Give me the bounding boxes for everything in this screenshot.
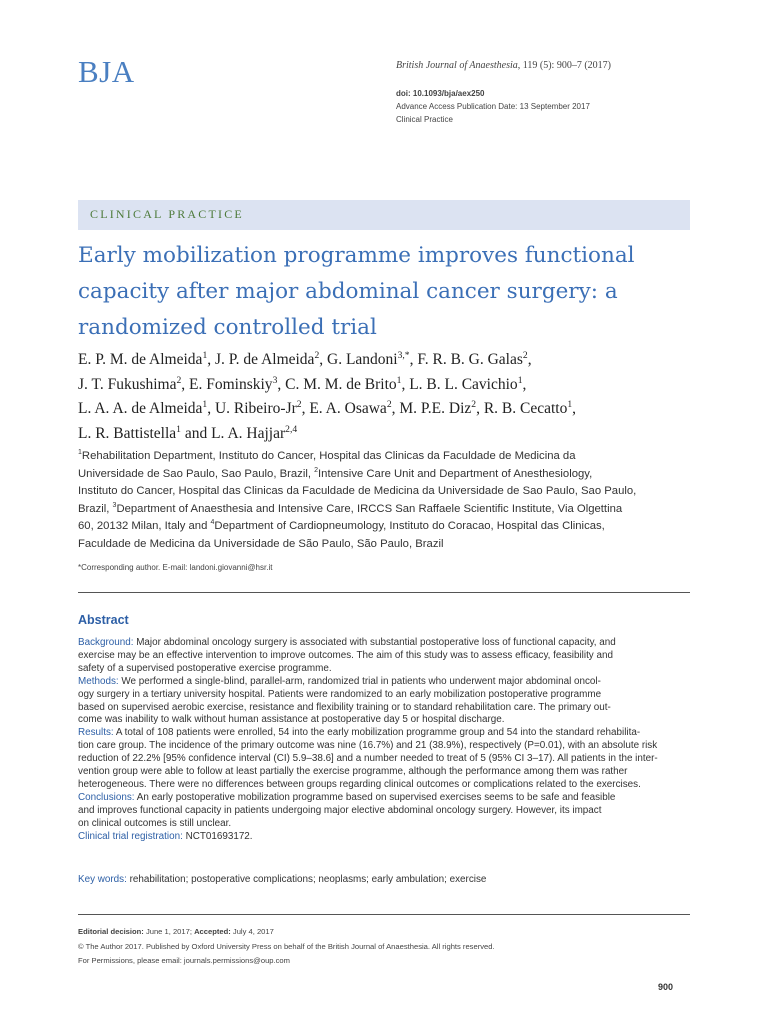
author-affil-mark: 2,4 <box>285 423 298 435</box>
footer-rule <box>78 914 690 915</box>
author[interactable]: J. P. de Almeida <box>214 351 315 368</box>
abstract-top-rule <box>78 592 690 593</box>
author-affil-mark: 1 <box>517 374 523 386</box>
author[interactable]: U. Ribeiro-Jr <box>214 400 297 417</box>
title-line: capacity after major abdominal cancer surgery: a <box>78 279 618 304</box>
abstract-line: safety of a supervised postoperative exercise programme. <box>78 662 332 674</box>
affil-mark: 4 <box>210 519 215 527</box>
editorial-dates <box>78 925 495 940</box>
affil-mark: 2 <box>314 466 319 474</box>
author-affil-mark: 3,* <box>397 349 410 361</box>
author[interactable]: C. M. M. de Brito <box>285 375 397 393</box>
author-line: L. R. Battistella$^1$ and L. A. Hajjar$^{2,4}$ <box>78 423 298 442</box>
abstract-line: on clinical outcomes is still unclear. <box>78 817 232 829</box>
keywords-text: rehabilitation; postoperative complications; neoplasms; early ambulation; exercise <box>126 874 487 885</box>
journal-name: British Journal of Anaesthesia <box>396 60 518 71</box>
author[interactable]: L. A. A. de Almeida <box>78 400 203 417</box>
affil-line: Faculdade de Medicina da Universidade de São Paulo, São Paulo, Brazil <box>78 537 444 550</box>
affil-text: Universidade de Sao Paulo, Sao Paulo, Brazil, <box>78 467 315 480</box>
author[interactable]: F. R. B. G. Galas <box>417 351 523 368</box>
author-affil-mark: 2 <box>522 349 528 361</box>
abstract-line: tion care group. The incidence of the primary outcome was nine (16.7%) and 21 (38.9%), respectively (P=0.01), with an absolute risk <box>78 740 658 752</box>
author-affil-mark: 2 <box>176 374 182 386</box>
author[interactable]: L. A. Hajjar <box>211 424 286 442</box>
affil-text: Department of Cardiopneumology, Instituto do Coracao, Hospital das Clinicas, <box>214 520 605 533</box>
abstract-line: come was inability to walk without human assistance at postoperative day 5 or hospital discharge. <box>78 714 505 726</box>
section-band-label: CLINICAL PRACTICE <box>90 207 244 221</box>
accepted-date: July 4, 2017 <box>230 927 274 936</box>
abstract-heading: Abstract <box>78 613 129 627</box>
journal-meta <box>396 60 611 124</box>
copyright-notice: © The Author 2017. Published by Oxford University Press on behalf of the British Journal of Anaesthesia. All rights reserved. <box>78 941 495 951</box>
affil-text: Department of Anaesthesia and Intensive Care, IRCCS San Raffaele Scientific Institute, Via Olgettina <box>116 502 623 515</box>
author[interactable]: E. Fominskiy <box>189 375 273 393</box>
author[interactable]: E. P. M. de Almeida <box>78 351 203 368</box>
affil-line <box>78 466 698 484</box>
corresponding-author: *Corresponding author. E-mail: landoni.giovanni@hsr.it <box>78 563 273 572</box>
abstract-line <box>78 831 698 844</box>
permissions-notice: For Permissions, please email: journals.permissions@oup.com <box>78 956 290 965</box>
abstract-body <box>78 637 698 844</box>
keywords-label: Key words: <box>78 874 127 885</box>
author-line: E. P. M. de Almeida$^1$, J. P. de Almeida$^2$, G. Landoni$^{3,*}$, F. R. B. G. Galas$^2$, <box>78 349 532 368</box>
journal-citation <box>396 60 611 71</box>
affil-line <box>78 448 698 466</box>
author-line: L. A. A. de Almeida$^1$, U. Ribeiro-Jr$^2$, E. A. Osawa$^2$, M. P.E. Diz$^2$, R. B. Cecatto$^1$, <box>78 398 577 417</box>
access-date: Advance Access Publication Date: 13 September 2017 <box>396 102 590 111</box>
author[interactable]: R. B. Cecatto <box>483 400 568 417</box>
methods-label: Methods: <box>78 675 119 687</box>
title-line: Early mobilization programme improves functional <box>78 243 635 268</box>
author-affil-mark: 3 <box>272 374 278 386</box>
abstract-text: A total of 108 patients were enrolled, 54 into the early mobilization programme group and 54 into the standard rehabilita- <box>113 727 641 739</box>
author-line: J. T. Fukushima$^2$, E. Fominskiy$^3$, C. M. M. de Brito$^1$, L. B. L. Cavichio$^1$, <box>78 374 527 393</box>
abstract-line: vention group were able to follow at least partially the exercise programme, although the performance among them was rather <box>78 766 628 778</box>
abstract-line: based on supervised aerobic exercise, resistance and flexibility training or to standard rehabilitation care. The primary out- <box>78 701 611 713</box>
affil-line: Instituto do Cancer, Hospital das Clinicas da Faculdade de Medicina da Universidade de Sao Paulo, Sao Paulo, <box>78 485 637 498</box>
author-affil-mark: 2 <box>471 398 477 410</box>
author-affil-mark: 2 <box>314 349 320 361</box>
conclusions-label: Conclusions: <box>78 791 135 803</box>
affiliations <box>78 448 698 554</box>
author[interactable]: M. P.E. Diz <box>399 400 472 417</box>
article-section: Clinical Practice <box>396 115 453 124</box>
affil-line <box>78 501 698 519</box>
author[interactable]: E. A. Osawa <box>309 400 387 417</box>
journal-volume: , 119 (5): 900–7 (2017) <box>517 60 611 71</box>
article-title <box>78 238 698 346</box>
abstract-line <box>78 676 698 689</box>
abstract-line: exercise may be an effective intervention to improve outcomes. The aim of this study was to assess efficacy, feasibility and <box>78 649 613 661</box>
abstract-line <box>78 637 698 650</box>
affil-mark: 3 <box>112 502 117 510</box>
abstract-line: ogy surgery in a tertiary university hospital. Patients were randomized to an early mobilization postoperative programme <box>78 688 602 700</box>
abstract-line: reduction of 22.2% [95% confidence interval (CI) 5.9–38.6] and a number needed to treat of 5 (95% CI 3–17). All patients in the inter- <box>78 753 658 765</box>
abstract-text: We performed a single-blind, parallel-arm, randomized trial in patients who underwent major abdominal oncol- <box>118 675 601 687</box>
keywords <box>78 874 486 885</box>
abstract-line: heterogeneous. There were no differences between groups regarding clinical outcomes or complications related to the exercises. <box>78 778 641 790</box>
decision-date: June 1, 2017; <box>143 927 195 936</box>
title-line: randomized controlled trial <box>78 315 377 340</box>
registration-label: Clinical trial registration: <box>78 830 183 842</box>
affil-mark: 1 <box>78 449 82 457</box>
footer-notes <box>78 925 495 969</box>
trial-registration-id[interactable]: NCT01693172. <box>182 830 253 842</box>
page-number: 900 <box>658 982 674 992</box>
author-affil-mark: 1 <box>396 374 402 386</box>
affil-text: Brazil, <box>78 502 113 515</box>
section-band <box>78 200 690 230</box>
affil-line <box>78 518 698 536</box>
affil-text: Intensive Care Unit and Department of Anesthesiology, <box>318 467 593 480</box>
author[interactable]: L. B. L. Cavichio <box>409 375 518 393</box>
abstract-line <box>78 727 698 740</box>
journal-logo: BJA <box>78 54 135 89</box>
accepted-label: Accepted: <box>194 927 231 936</box>
author[interactable]: G. Landoni <box>327 351 398 368</box>
author-affil-mark: 2 <box>296 398 302 410</box>
author-affil-mark: 1 <box>202 398 208 410</box>
author-affil-mark: 1 <box>202 349 208 361</box>
abstract-line: and improves functional capacity in patients undergoing major elective abdominal oncology surgery. However, its impact <box>78 804 602 816</box>
affil-text: 60, 20132 Milan, Italy and <box>78 520 211 533</box>
abstract-line <box>78 792 698 805</box>
author-affil-mark: 1 <box>567 398 573 410</box>
results-label: Results: <box>78 727 114 739</box>
author-list <box>78 348 698 446</box>
doi-link[interactable]: doi: 10.1093/bja/aex250 <box>396 89 485 98</box>
abstract-text: An early postoperative mobilization programme based on supervised exercises seems to be safe and feasible <box>134 791 616 803</box>
author-affil-mark: 2 <box>386 398 392 410</box>
author[interactable]: J. T. Fukushima <box>78 375 177 393</box>
author[interactable]: L. R. Battistella <box>78 424 177 442</box>
author-affil-mark: 1 <box>176 423 181 435</box>
abstract-text: Major abdominal oncology surgery is associated with substantial postoperative loss of functional capacity, and <box>133 637 616 648</box>
decision-label: Editorial decision: <box>78 927 144 936</box>
affil-text: Rehabilitation Department, Instituto do Cancer, Hospital das Clinicas da Faculdade de Medicina da <box>81 450 576 462</box>
background-label: Background: <box>78 637 134 648</box>
